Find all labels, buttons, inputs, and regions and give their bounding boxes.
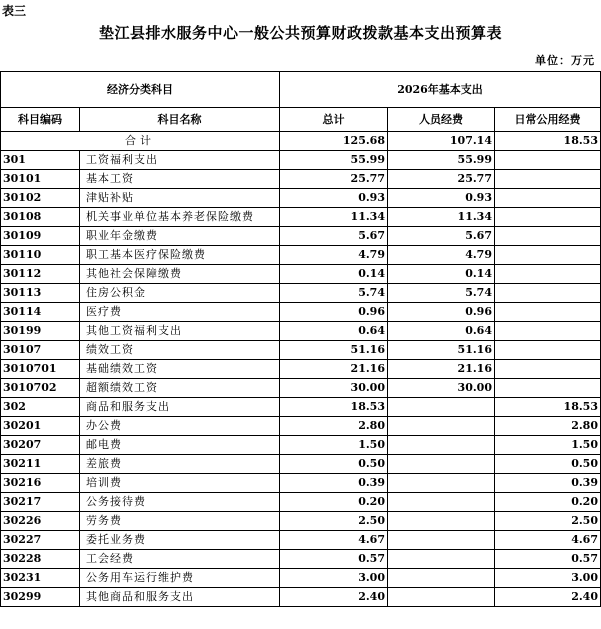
row-personnel: 0.64	[388, 322, 495, 341]
row-code: 30199	[1, 322, 80, 341]
table-row	[1, 379, 601, 398]
row-name: 其他社会保障缴费	[80, 265, 280, 284]
row-public	[495, 227, 601, 246]
row-public	[495, 246, 601, 265]
row-public	[495, 265, 601, 284]
row-personnel	[388, 398, 495, 417]
row-name: 劳务费	[80, 512, 280, 531]
row-public: 4.67	[495, 531, 601, 550]
row-public: 0.20	[495, 493, 601, 512]
row-code: 30211	[1, 455, 80, 474]
row-total: 0.14	[280, 265, 388, 284]
row-public	[495, 208, 601, 227]
row-name: 职工基本医疗保险缴费	[80, 246, 280, 265]
row-public	[495, 322, 601, 341]
row-public: 18.53	[495, 398, 601, 417]
header-row-columns	[1, 108, 601, 132]
row-name: 工会经费	[80, 550, 280, 569]
row-name: 办公费	[80, 417, 280, 436]
row-code: 30227	[1, 531, 80, 550]
row-code: 30207	[1, 436, 80, 455]
table-row	[1, 398, 601, 417]
row-code: 3010702	[1, 379, 80, 398]
row-total: 21.16	[280, 360, 388, 379]
row-total: 25.77	[280, 170, 388, 189]
row-total: 0.50	[280, 455, 388, 474]
row-name: 住房公积金	[80, 284, 280, 303]
row-public	[495, 360, 601, 379]
row-personnel: 0.93	[388, 189, 495, 208]
table-row	[1, 588, 601, 607]
row-total: 0.39	[280, 474, 388, 493]
row-code: 30201	[1, 417, 80, 436]
row-public	[495, 189, 601, 208]
row-code: 30231	[1, 569, 80, 588]
table-row	[1, 265, 601, 284]
header-name: 科目名称	[80, 108, 280, 132]
table-row	[1, 246, 601, 265]
table-row	[1, 208, 601, 227]
table-row	[1, 227, 601, 246]
row-name: 绩效工资	[80, 341, 280, 360]
row-total: 0.96	[280, 303, 388, 322]
table-row	[1, 151, 601, 170]
row-name: 机关事业单位基本养老保险缴费	[80, 208, 280, 227]
row-name: 基础绩效工资	[80, 360, 280, 379]
row-personnel	[388, 588, 495, 607]
row-public	[495, 379, 601, 398]
row-name: 工资福利支出	[80, 151, 280, 170]
row-code: 30107	[1, 341, 80, 360]
row-total: 0.93	[280, 189, 388, 208]
row-total: 2.80	[280, 417, 388, 436]
total-row	[1, 132, 601, 151]
table-row	[1, 284, 601, 303]
row-code: 30226	[1, 512, 80, 531]
row-name: 委托业务费	[80, 531, 280, 550]
row-public	[495, 303, 601, 322]
row-code: 30109	[1, 227, 80, 246]
row-total: 30.00	[280, 379, 388, 398]
row-total: 5.74	[280, 284, 388, 303]
row-total: 0.20	[280, 493, 388, 512]
row-public: 1.50	[495, 436, 601, 455]
row-code: 3010701	[1, 360, 80, 379]
row-personnel: 0.14	[388, 265, 495, 284]
budget-table	[0, 71, 601, 607]
unit-label: 单位：万元	[535, 54, 595, 67]
row-personnel	[388, 493, 495, 512]
table-row	[1, 550, 601, 569]
row-personnel: 21.16	[388, 360, 495, 379]
table-row	[1, 455, 601, 474]
row-total: 18.53	[280, 398, 388, 417]
row-public: 2.50	[495, 512, 601, 531]
row-personnel: 5.74	[388, 284, 495, 303]
row-personnel	[388, 512, 495, 531]
row-personnel: 30.00	[388, 379, 495, 398]
row-name: 其他商品和服务支出	[80, 588, 280, 607]
header-code: 科目编码	[1, 108, 80, 132]
row-name: 其他工资福利支出	[80, 322, 280, 341]
row-code: 301	[1, 151, 80, 170]
table-row	[1, 303, 601, 322]
row-public: 2.40	[495, 588, 601, 607]
row-public: 0.57	[495, 550, 601, 569]
row-code: 30299	[1, 588, 80, 607]
table-row	[1, 360, 601, 379]
row-name: 医疗费	[80, 303, 280, 322]
row-total: 4.79	[280, 246, 388, 265]
row-personnel: 55.99	[388, 151, 495, 170]
row-total: 0.57	[280, 550, 388, 569]
table-row	[1, 436, 601, 455]
header-basic-expenditure: 2026年基本支出	[280, 72, 601, 108]
row-public: 0.39	[495, 474, 601, 493]
header-personnel: 人员经费	[388, 108, 495, 132]
row-personnel: 0.96	[388, 303, 495, 322]
header-row-group	[1, 72, 601, 108]
table-row	[1, 417, 601, 436]
row-personnel: 11.34	[388, 208, 495, 227]
row-name: 培训费	[80, 474, 280, 493]
row-name: 职业年金缴费	[80, 227, 280, 246]
row-personnel	[388, 531, 495, 550]
row-name: 公务用车运行维护费	[80, 569, 280, 588]
row-code: 30102	[1, 189, 80, 208]
row-personnel: 4.79	[388, 246, 495, 265]
row-code: 302	[1, 398, 80, 417]
row-total: 11.34	[280, 208, 388, 227]
header-economic-classification: 经济分类科目	[1, 72, 280, 108]
row-public: 3.00	[495, 569, 601, 588]
row-total: 2.40	[280, 588, 388, 607]
row-public: 0.50	[495, 455, 601, 474]
table-row	[1, 493, 601, 512]
row-name: 邮电费	[80, 436, 280, 455]
total-public: 18.53	[495, 132, 601, 151]
row-personnel	[388, 455, 495, 474]
row-code: 30110	[1, 246, 80, 265]
row-total: 2.50	[280, 512, 388, 531]
row-code: 30108	[1, 208, 80, 227]
row-name: 基本工资	[80, 170, 280, 189]
row-name: 超额绩效工资	[80, 379, 280, 398]
row-total: 1.50	[280, 436, 388, 455]
row-public	[495, 341, 601, 360]
row-code: 30112	[1, 265, 80, 284]
table-row	[1, 531, 601, 550]
header-total: 总计	[280, 108, 388, 132]
row-personnel	[388, 550, 495, 569]
row-public	[495, 170, 601, 189]
row-public	[495, 284, 601, 303]
total-total: 125.68	[280, 132, 388, 151]
document-title: 垫江县排水服务中心一般公共预算财政拨款基本支出预算表	[98, 24, 502, 42]
row-personnel: 5.67	[388, 227, 495, 246]
total-personnel: 107.14	[388, 132, 495, 151]
table-row	[1, 569, 601, 588]
row-code: 30217	[1, 493, 80, 512]
table-row	[1, 474, 601, 493]
row-total: 55.99	[280, 151, 388, 170]
header-public: 日常公用经费	[495, 108, 601, 132]
row-code: 30101	[1, 170, 80, 189]
row-name: 津贴补贴	[80, 189, 280, 208]
row-personnel: 25.77	[388, 170, 495, 189]
row-name: 商品和服务支出	[80, 398, 280, 417]
row-public: 2.80	[495, 417, 601, 436]
row-personnel	[388, 436, 495, 455]
table-row	[1, 189, 601, 208]
row-code: 30216	[1, 474, 80, 493]
table-row	[1, 512, 601, 531]
row-name: 差旅费	[80, 455, 280, 474]
row-total: 3.00	[280, 569, 388, 588]
table-number: 表三	[2, 4, 27, 18]
row-personnel	[388, 474, 495, 493]
row-total: 4.67	[280, 531, 388, 550]
row-total: 5.67	[280, 227, 388, 246]
total-label: 合计	[1, 132, 280, 151]
table-row	[1, 170, 601, 189]
table-row	[1, 322, 601, 341]
row-personnel	[388, 569, 495, 588]
row-code: 30113	[1, 284, 80, 303]
row-public	[495, 151, 601, 170]
row-name: 公务接待费	[80, 493, 280, 512]
row-personnel	[388, 417, 495, 436]
table-row	[1, 341, 601, 360]
row-total: 0.64	[280, 322, 388, 341]
row-code: 30228	[1, 550, 80, 569]
row-total: 51.16	[280, 341, 388, 360]
row-code: 30114	[1, 303, 80, 322]
row-personnel: 51.16	[388, 341, 495, 360]
